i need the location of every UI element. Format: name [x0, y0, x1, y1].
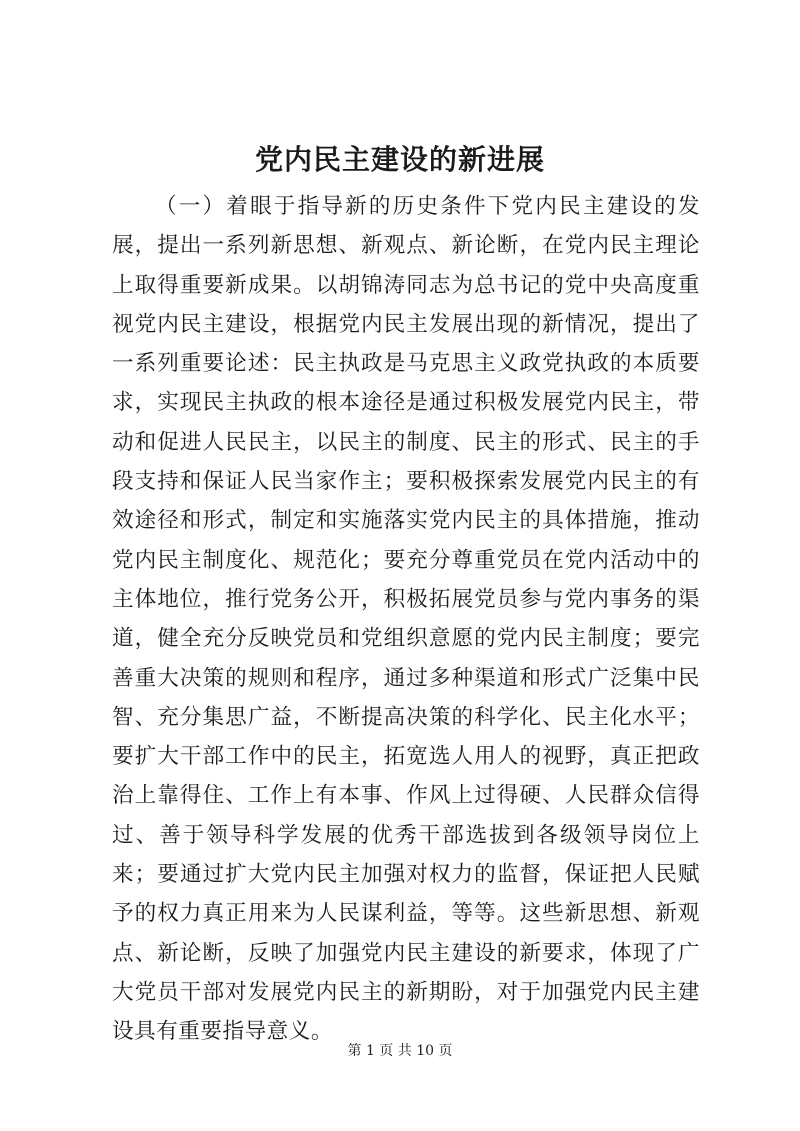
body-paragraph: （一）着眼于指导新的历史条件下党内民主建设的发展，提出一系列新思想、新观点、新论断，在党内民主理论上取得重要新成果。以胡锦涛同志为总书记的党中央高度重视党内民主建设，根据党内民主发展出现的新情况，提出了一系列重要论述：民主执政是马克思主义政党执政的本质要求，实现民主执政的根本途径是通过积极发展党内民主，带动和促进人民民主，以民主的制度、民主的形式、民主的手段支持和保证人民当家作主；要积极探索发展党内民主的有效途径和形式，制定和实施落实党内民主的具体措施，推动党内民主制度化、规范化；要充分尊重党员在党内活动中的主体地位，推行党务公开，积极拓展党员参与党内事务的渠道，健全充分反映党员和党组织意愿的党内民主制度；要完善重大决策的规则和程序，通过多种渠道和形式广泛集中民智、充分集思广益，不断提高决策的科学化、民主化水平；要扩大干部工作中的民主，拓宽选人用人的视野，真正把政治上靠得住、工作上有本事、作风上过得硬、人民群众信得过、善于领导科学发展的优秀干部选拔到各级领导岗位上来；要通过扩大党内民主加强对权力的监督，保证把人民赋予的权力真正用来为人民谋利益，等等。这些新思想、新观点、新论断，反映了加强党内民主建设的新要求，体现了广大党员干部对发展党内民主的新期盼，对于加强党内民主建设具有重要指导意义。	[112, 194, 700, 1045]
document-title: 党内民主建设的新进展	[254, 143, 545, 176]
page-number-footer: 第 1 页 共 10 页	[347, 1043, 453, 1059]
